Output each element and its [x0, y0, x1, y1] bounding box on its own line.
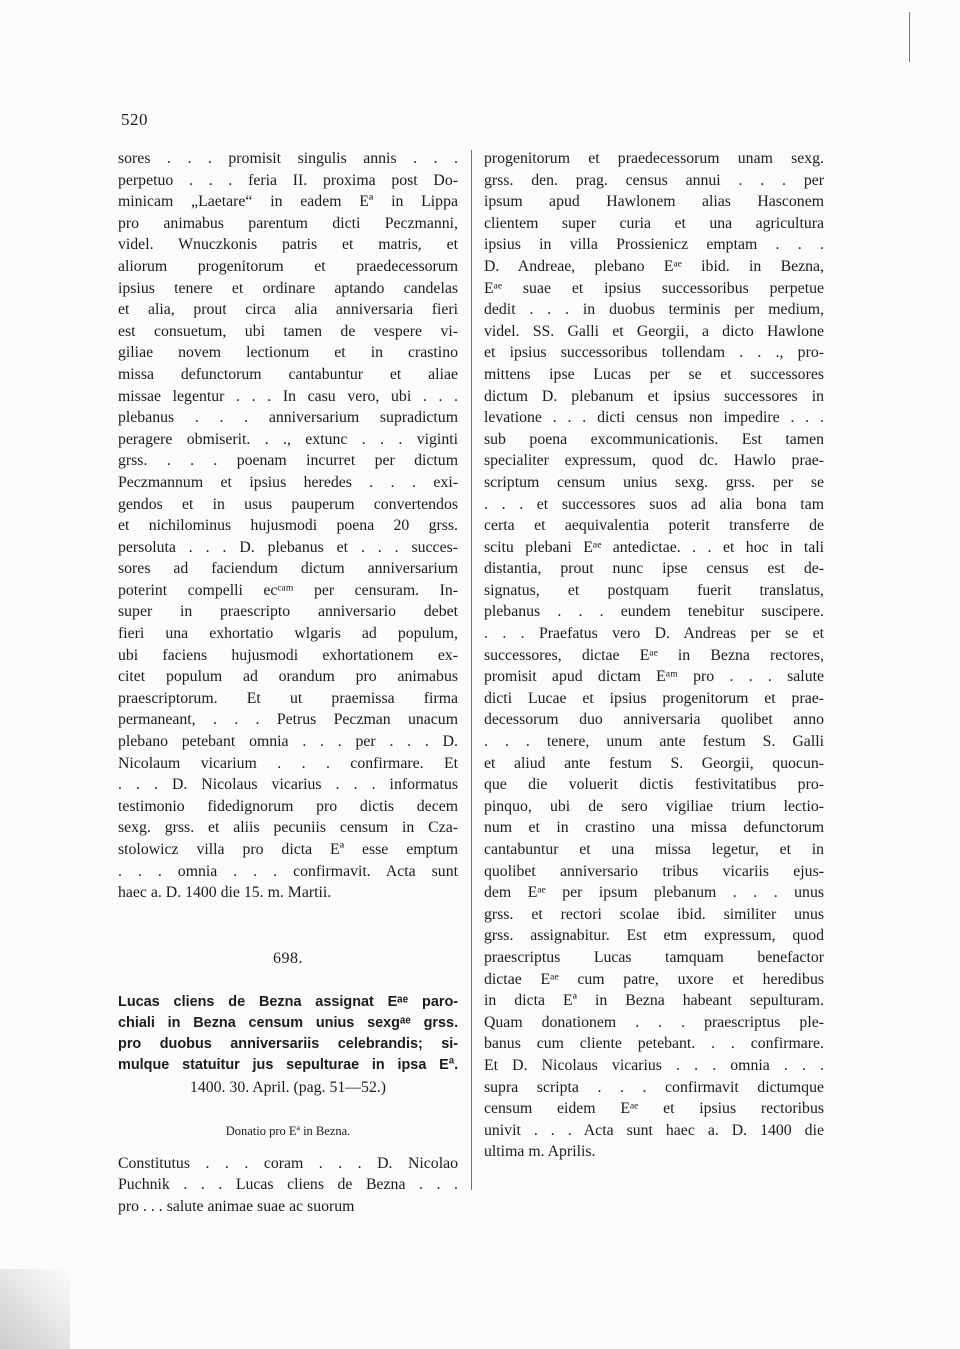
scan-edge-mark — [909, 12, 910, 62]
text-line: cantabuntur et una missa legetur, et in — [484, 841, 824, 858]
text-line: mittens ipse Lucas per se et successores — [484, 365, 824, 383]
text-line: sores ad faciendum dictum anniversarium — [118, 560, 458, 578]
text-line: videl. Wnuczkonis patris et matris, et — [118, 236, 458, 254]
text-line: supra scripta . . . confirmavit dictumque — [484, 1078, 824, 1096]
text-line: giliae novem lectionum et in crastino — [118, 344, 458, 362]
text-line: permaneant, . . . Petrus Peczman unacum — [118, 711, 458, 729]
text-line: banus cum cliente petebant. . . confirmare. — [484, 1035, 824, 1053]
text-line: ultima m. Aprilis. — [484, 1143, 596, 1161]
text-line: certa et aequivalentia poterit transferre de — [484, 517, 824, 535]
text-line: sub poena excommunicationis. Est tamen — [484, 430, 824, 448]
heading-line: chiali in Bezna censum unius sexgᵃᵉ grss. — [118, 1014, 459, 1032]
scan-shadow — [0, 1269, 70, 1349]
text-line: Constitutus . . . coram . . . D. Nicolao — [118, 1154, 458, 1172]
text-line: ipsius tenere et ordinare aptando candelas — [118, 279, 458, 297]
text-line: praescriptorum. Et ut praemissa firma — [118, 689, 458, 707]
text-line: grss. assignabitur. Est etm expressum, quod — [484, 927, 824, 945]
text-line: et nichilominus hujusmodi poena 20 grss. — [118, 517, 458, 535]
text-line: minicam „Laetare“ in eadem Eª in Lippa — [118, 193, 458, 211]
text-line: successores, dictae Eᵃᵉ in Bezna rectores, — [484, 646, 824, 664]
document-date: 1400. 30. April. (pag. 51—52.) — [189, 1079, 387, 1097]
text-line: dedit . . . in duobus terminis per medium, — [484, 301, 824, 319]
text-line: aliorum progenitorum et praedecessorum — [118, 257, 458, 275]
left-column — [118, 148, 458, 1217]
text-line: num et in crastino una missa defunctorum — [484, 819, 824, 837]
text-line: dictum D. plebanum et ipsius successores in — [484, 387, 824, 405]
text-line: peragere obmiserit. . ., extunc . . . viginti — [118, 430, 458, 448]
text-line: D. Andreae, plebano Eᵃᵉ ibid. in Bezna, — [484, 257, 824, 275]
heading-line: Lucas cliens de Bezna assignat Eᵃᵉ paro- — [118, 993, 459, 1011]
text-line: pro . . . salute animae suae ac suorum — [118, 1197, 355, 1215]
text-line: et aliud ante festum S. Georgii, quocun- — [484, 754, 824, 772]
text-line: praescriptus Lucas tamquam benefactor — [484, 948, 824, 966]
text-line: Puchnik . . . Lucas cliens de Bezna . . . — [118, 1176, 458, 1194]
text-line: plebanus . . . eundem tenebitur suscipere. — [484, 603, 824, 621]
text-line: Peczmannum et ipsius heredes . . . exi- — [118, 473, 458, 491]
document-subtitle: Donatio pro Eª in Bezna. — [225, 1123, 351, 1138]
text-line: est consuetum, ubi tamen de vespere vi- — [118, 322, 458, 340]
text-line: Nicolaum vicarium . . . confirmare. Et — [118, 754, 458, 772]
text-line: grss. den. prag. census annui . . . per — [484, 171, 824, 189]
text-line: distantia, prout nunc ipse census est de- — [484, 560, 824, 578]
text-line: pro animabus parentum dicti Peczmanni, — [118, 214, 458, 232]
text-line: dicti Lucae et ipsius progenitorum et prae- — [484, 689, 824, 707]
text-line: clientem super curia et una agricultura — [484, 214, 824, 232]
text-line: poterint compelli ecᶜᵃᵐ per censuram. In- — [118, 581, 458, 599]
text-line: . . . D. Nicolaus vicarius . . . informatus — [118, 776, 458, 794]
text-line: ipsius in villa Prossienicz emptam . . . — [484, 236, 824, 254]
text-line: dictae Eᵃᵉ cum patre, uxore et heredibus — [484, 970, 824, 988]
text-line: citet populum ad orandum pro animabus — [118, 668, 458, 686]
text-line: . . . et successores suos ad alia bona tam — [484, 495, 824, 513]
text-line: Et D. Nicolaus vicarius . . . omnia . . . — [484, 1056, 824, 1074]
text-line: fieri una exhortatio wlgaris ad populum, — [118, 625, 458, 643]
text-line: pinquo, ubi de sero vigiliae trium lectio- — [484, 797, 824, 815]
text-line: signatus, et postquam fuerit translatus, — [484, 581, 824, 599]
text-line: levatione . . . dicti census non impedire . . . — [484, 409, 824, 427]
text-line: Quam donationem . . . praescriptus ple- — [484, 1013, 824, 1031]
text-line: ubi faciens hujusmodi exhortationem ex- — [118, 646, 458, 664]
text-line: Eᵃᵉ suae et ipsius successoribus perpetue — [484, 279, 824, 297]
text-line: univit . . . Acta sunt haec a. D. 1400 die — [484, 1121, 824, 1139]
text-line: haec a. D. 1400 die 15. m. Martii. — [118, 884, 332, 902]
text-line: dem Eᵃᵉ per ipsum plebanum . . . unus — [484, 884, 824, 902]
text-line: . . . omnia . . . confirmavit. Acta sunt — [118, 862, 458, 880]
text-line: promisit apud dictam Eᵃᵐ pro . . . salute — [484, 668, 824, 686]
text-line: . . . tenere, unum ante festum S. Galli — [484, 733, 824, 751]
text-line: sores . . . promisit singulis annis . . . — [118, 150, 458, 167]
text-line: decessorum duo anniversaria quolibet anno — [484, 711, 824, 729]
text-line: que die voluerit dictis festivitatibus pro- — [484, 776, 824, 794]
document-heading — [118, 991, 458, 1075]
text-line: progenitorum et praedecessorum unam sexg. — [484, 150, 824, 167]
text-line: plebano petebant omnia . . . per . . . D. — [118, 733, 458, 751]
text-line: missa defunctorum cantabuntur et aliae — [118, 365, 458, 383]
page-number: 520 — [121, 110, 148, 129]
right-column — [484, 148, 824, 1163]
text-line: censum eidem Eᵃᵉ et ipsius rectoribus — [484, 1100, 824, 1118]
text-line: scitu plebani Eᵃᵉ antedictae. . . et hoc in tali — [484, 538, 824, 556]
text-line: stolowicz villa pro dicta Eª esse emptum — [118, 841, 458, 858]
text-line: sexg. grss. et aliis pecuniis censum in Cza- — [118, 819, 458, 837]
text-line: et alia, prout circa alia anniversaria fieri — [118, 301, 458, 319]
text-line: persoluta . . . D. plebanus et . . . succes- — [118, 538, 458, 556]
text-line: gendos et in usus pauperum convertendos — [118, 495, 458, 513]
text-line: scriptum censum unius sexg. grss. per se — [484, 473, 824, 491]
heading-line: mulque statuitur jus sepulturae in ipsa Eª. — [118, 1056, 459, 1074]
heading-line: pro duobus anniversariis celebrandis; si- — [118, 1035, 459, 1053]
text-line: in dicta Eª in Bezna habeant sepulturam. — [484, 992, 824, 1010]
text-line: plebanus . . . anniversarium supradictum — [118, 409, 458, 427]
text-line: testimonio fidedignorum pro dictis decem — [118, 797, 458, 815]
text-line: videl. SS. Galli et Georgii, a dicto Hawlone — [484, 322, 824, 340]
text-line: grss. . . . poenam incurret per dictum — [118, 452, 458, 470]
right-column-text — [484, 148, 824, 1163]
text-line: perpetuo . . . feria II. proxima post Do- — [118, 171, 458, 189]
text-line: specialiter expressum, quod dc. Hawlo prae- — [484, 452, 824, 470]
text-line: missae legentur . . . In casu vero, ubi . . . — [118, 387, 458, 405]
left-column-tail-text — [118, 1153, 458, 1218]
text-line: super in praescripto anniversario debet — [118, 603, 458, 621]
text-line: grss. et rectori scolae ibid. similiter unus — [484, 905, 824, 923]
text-line: ipsum apud Hawlonem alias Hasconem — [484, 193, 824, 211]
document-number: 698. — [273, 949, 303, 967]
left-column-text — [118, 148, 458, 904]
column-divider — [471, 150, 472, 1190]
text-line: et ipsius successoribus tollendam . . ., pro- — [484, 344, 824, 362]
text-line: . . . Praefatus vero D. Andreas per se et — [484, 625, 824, 643]
text-line: quolibet anniversario tribus vicariis ejus- — [484, 862, 824, 880]
